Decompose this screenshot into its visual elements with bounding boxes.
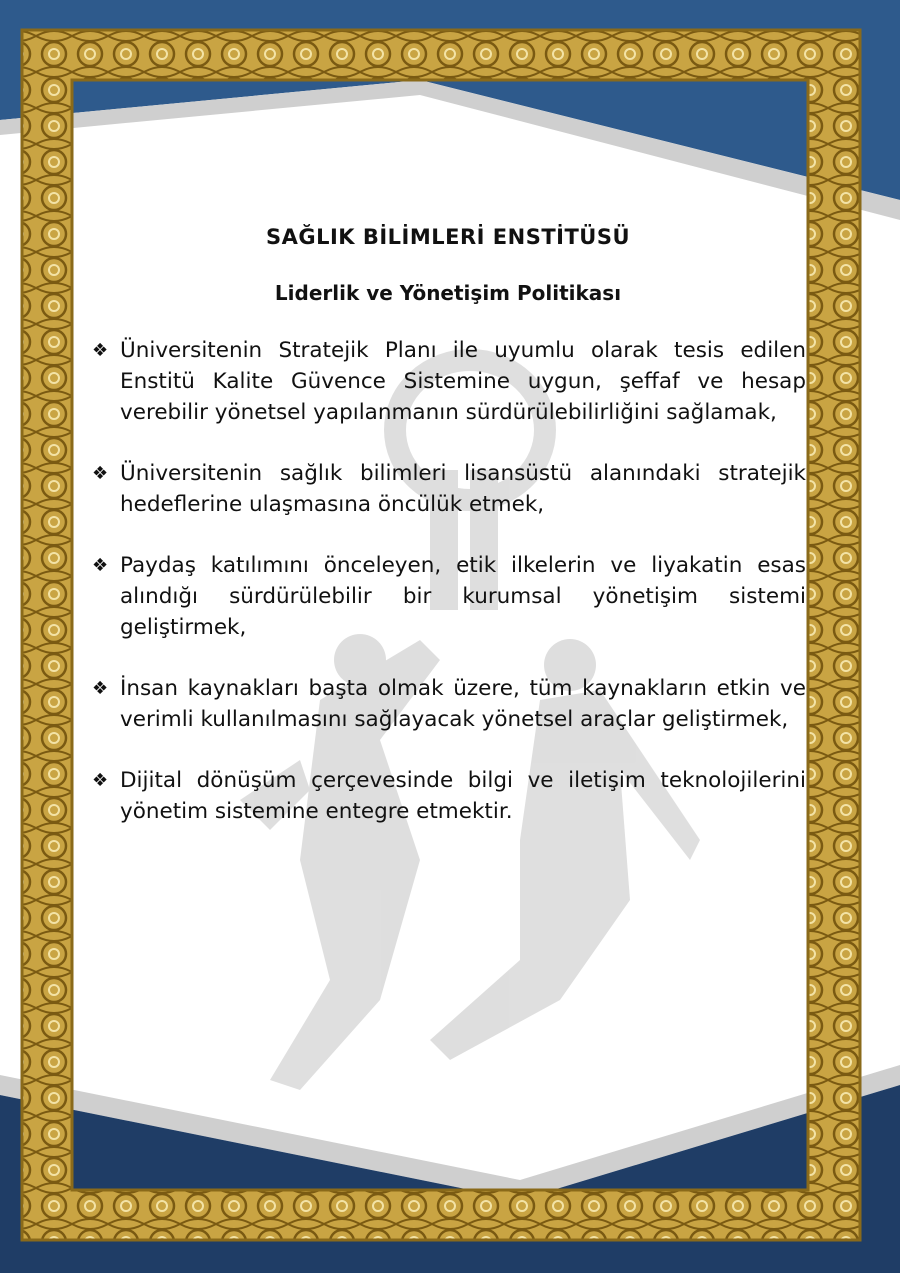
list-item [90, 550, 806, 643]
list-item [90, 458, 806, 520]
policy-list [90, 335, 806, 827]
list-item [90, 765, 806, 827]
list-item [90, 335, 806, 428]
list-item-text: Üniversitenin sağlık bilimleri lisansüstü alanındaki stratejik hedeflerine ulaşmasına öncülük etmek, [120, 461, 806, 517]
page-subtitle: Liderlik ve Yönetişim Politikası [274, 281, 622, 305]
list-item-text: İnsan kaynakları başta olmak üzere, tüm kaynakların etkin ve verimli kullanılmasını sağlayacak yönetsel araçlar geliştirmek, [120, 676, 806, 732]
diamond-bullet-icon: ❖ [92, 340, 109, 361]
list-item-text: Üniversitenin Stratejik Planı ile uyumlu olarak tesis edilen Enstitü Kalite Güvence Sistemine uygun, şeffaf ve hesap verebilir yönetsel yapılanmanın sürdürülebilirliğini sağlamak, [120, 338, 806, 425]
diamond-bullet-icon: ❖ [92, 770, 109, 791]
page-title: SAĞLIK BİLİMLERİ ENSTİTÜSÜ [265, 225, 631, 249]
list-item-text: Dijital dönüşüm çerçevesinde bilgi ve iletişim teknolojilerini yönetim sistemine entegre etmektir. [120, 768, 806, 824]
list-item-text: Paydaş katılımını önceleyen, etik ilkelerin ve liyakatin esas alındığı sürdürülebilir bir kurumsal yönetişim sistemi geliştirmek, [120, 553, 806, 640]
diamond-bullet-icon: ❖ [92, 678, 109, 699]
diamond-bullet-icon: ❖ [92, 463, 109, 484]
policy-content [90, 225, 806, 857]
list-item [90, 673, 806, 735]
diamond-bullet-icon: ❖ [92, 555, 109, 576]
